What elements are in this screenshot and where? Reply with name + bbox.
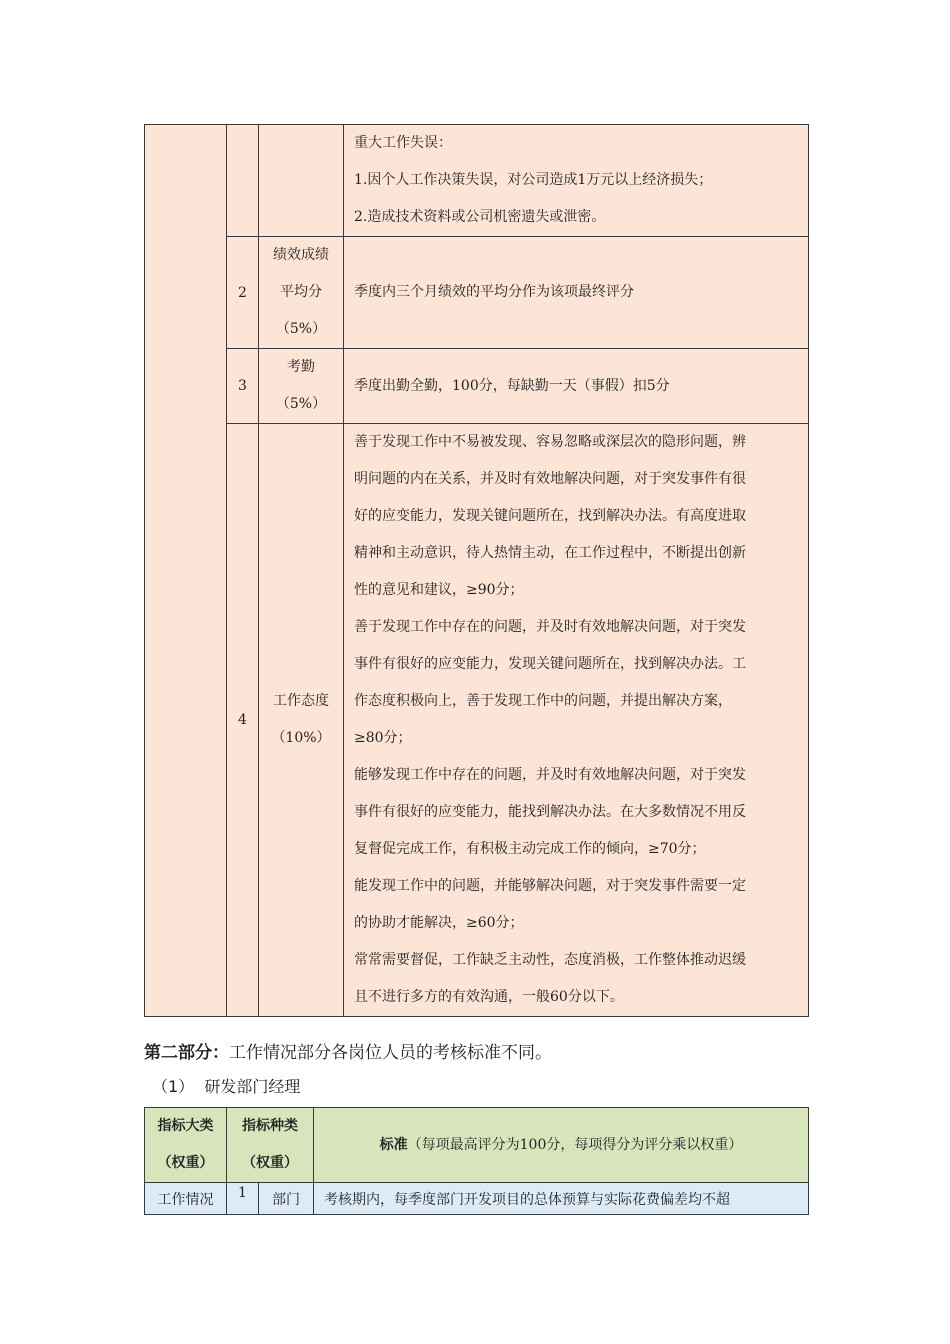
table-row	[145, 349, 809, 424]
text-line: 且不进行多方的有效沟通，一般60分以下。	[354, 989, 624, 1005]
header-label: （权重）	[242, 1155, 298, 1171]
indicator-name: 绩效成绩	[273, 247, 329, 263]
indicator-cell	[259, 237, 344, 349]
text-line: 善于发现工作中不易被发现、容易忽略或深层次的隐形问题，辨	[354, 434, 746, 450]
indicator-name: 工作态度	[273, 693, 329, 709]
text-line: 好的应变能力，发现关键问题所在，找到解决办法。有高度进取	[354, 508, 746, 524]
text-line: 能发现工作中的问题，并能够解决问题，对于突发事件需要一定	[354, 878, 746, 894]
indicator-name: 考勤	[287, 359, 315, 375]
index-cell: 4	[227, 424, 259, 1017]
indicator-cell	[259, 424, 344, 1017]
text-line: 作态度积极向上，善于发现工作中的问题，并提出解决方案，	[354, 693, 732, 709]
table-row	[145, 424, 809, 1017]
category-cell	[145, 125, 227, 1017]
indicator-weight: （5%）	[275, 396, 327, 412]
text-line: 复督促完成工作，有积极主动完成工作的倾向，≥70分；	[354, 841, 706, 857]
text-line: ≥80分；	[354, 730, 412, 746]
text-line: 季度出勤全勤，100分，每缺勤一天（事假）扣5分	[354, 377, 670, 394]
table-row	[145, 1183, 809, 1215]
text-line: 事件有很好的应变能力，能找到解决办法。在大多数情况不用反	[354, 804, 746, 820]
subsection-title: 研发部门经理	[204, 1077, 301, 1096]
section-text: 工作情况部分各岗位人员的考核标准不同。	[229, 1043, 552, 1063]
standard-cell: 考核期内，每季度部门开发项目的总体预算与实际花费偏差均不超	[314, 1183, 809, 1215]
subsection-number: （1）	[152, 1077, 195, 1096]
text-line: 2.造成技术资料或公司机密遗失或泄密。	[354, 209, 606, 225]
assessment-table-rd-manager	[144, 1107, 809, 1215]
standard-cell	[344, 237, 809, 349]
header-type	[227, 1108, 314, 1183]
header-label: （权重）	[157, 1155, 214, 1171]
section-title: 第二部分：	[144, 1043, 229, 1063]
indicator-name: 平均分	[280, 284, 322, 300]
header-standard	[314, 1108, 809, 1183]
standard-cell	[344, 349, 809, 424]
text-line: 善于发现工作中存在的问题，并及时有效地解决问题，对于突发	[354, 619, 746, 635]
subsection-heading	[152, 1074, 300, 1097]
header-category	[145, 1108, 227, 1183]
indicator-weight: （10%）	[271, 730, 331, 746]
section-heading	[144, 1038, 552, 1063]
text-line: 重大工作失误：	[354, 135, 452, 151]
index-cell: 2	[227, 237, 259, 349]
indicator-cell	[259, 349, 344, 424]
category-cell: 工作情况	[145, 1183, 227, 1215]
index-cell: 3	[227, 349, 259, 424]
index-cell	[227, 125, 259, 237]
standard-cell	[344, 424, 809, 1017]
text-line: 的协助才能解决，≥60分；	[354, 915, 524, 931]
indicator-cell: 部门	[259, 1183, 314, 1215]
indicator-weight: （5%）	[275, 321, 327, 337]
index-cell: 1	[227, 1183, 259, 1215]
text-line: 常常需要督促，工作缺乏主动性，态度消极，工作整体推动迟缓	[354, 952, 746, 968]
assessment-table-part1	[144, 124, 809, 1017]
text-line: 事件有很好的应变能力，发现关键问题所在，找到解决办法。工	[354, 656, 746, 672]
table-row	[145, 237, 809, 349]
text-line: 能够发现工作中存在的问题，并及时有效地解决问题，对于突发	[354, 767, 746, 783]
header-label: 标准	[379, 1136, 408, 1153]
header-note: （每项最高评分为100分，每项得分为评分乘以权重）	[407, 1136, 743, 1153]
text-line: 性的意见和建议，≥90分；	[354, 582, 524, 598]
text-line: 1.因个人工作决策失误，对公司造成1万元以上经济损失；	[354, 172, 713, 188]
text-line: 季度内三个月绩效的平均分作为该项最终评分	[354, 284, 634, 300]
table-row	[145, 125, 809, 237]
indicator-cell	[259, 125, 344, 237]
text-line: 明问题的内在关系，并及时有效地解决问题，对于突发事件有很	[354, 471, 746, 487]
header-label: 指标大类	[157, 1118, 214, 1134]
header-label: 指标种类	[242, 1118, 298, 1134]
text-line: 精神和主动意识，待人热情主动，在工作过程中，不断提出创新	[354, 545, 746, 561]
standard-cell	[344, 125, 809, 237]
table-header-row	[145, 1108, 809, 1183]
